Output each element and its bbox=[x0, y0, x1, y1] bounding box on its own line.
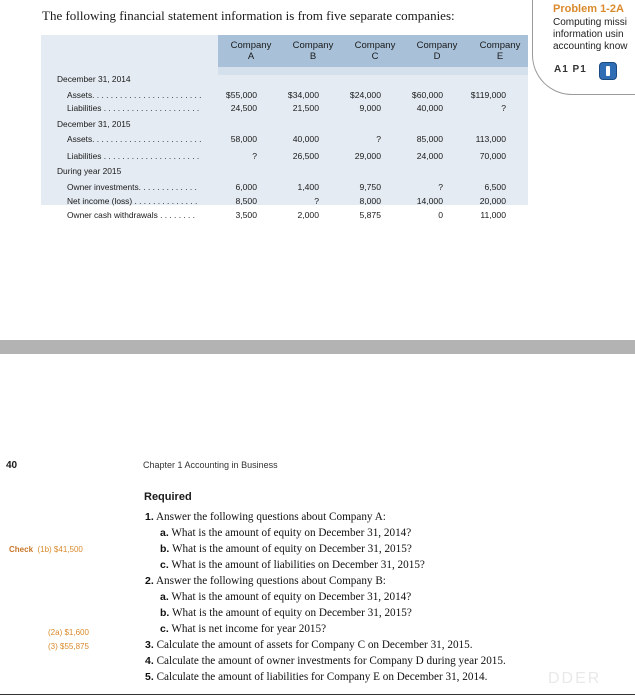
table-cell: 70,000 bbox=[479, 151, 506, 161]
page-number: 40 bbox=[6, 460, 18, 471]
row-label: Liabilities . . . . . . . . . . . . . . . . . . . . . bbox=[67, 103, 200, 113]
column-header-company-b bbox=[284, 40, 342, 62]
table-cell: ? bbox=[438, 182, 443, 192]
problem-desc-line: Computing missi bbox=[553, 17, 627, 28]
table-cell: 58,000 bbox=[230, 134, 257, 144]
row-section-heading: December 31, 2015 bbox=[57, 119, 131, 129]
column-header-company-c bbox=[346, 40, 404, 62]
page-separator bbox=[0, 340, 635, 354]
sub-question bbox=[160, 591, 411, 603]
table-cell: 5,875 bbox=[359, 210, 381, 220]
question-text: Answer the following questions about Company B: bbox=[155, 575, 386, 587]
table-cell: $24,000 bbox=[349, 90, 381, 100]
table-cell: 24,500 bbox=[230, 103, 257, 113]
check-value: (1b) $41,500 bbox=[37, 545, 83, 554]
row-label: Owner cash withdrawals . . . . . . . . bbox=[67, 210, 195, 220]
bottom-rule bbox=[0, 694, 635, 695]
column-header-label: Company bbox=[416, 40, 458, 51]
question bbox=[145, 671, 487, 683]
table-cell: 26,500 bbox=[292, 151, 319, 161]
problem-title: Problem 1-2A bbox=[553, 3, 624, 15]
table-cell: 40,000 bbox=[292, 134, 319, 144]
table-cell: 2,000 bbox=[297, 210, 319, 220]
row-label: Assets. . . . . . . . . . . . . . . . . . . . . . . . bbox=[67, 134, 202, 144]
row-section-heading: December 31, 2014 bbox=[57, 74, 131, 84]
table-cell: ? bbox=[314, 196, 319, 206]
question-text: Calculate the amount of liabilities for Company E on December 31, 2014. bbox=[156, 671, 488, 683]
check-label: Check bbox=[9, 545, 34, 554]
row-label: Liabilities . . . . . . . . . . . . . . . . . . . . . bbox=[67, 151, 200, 161]
intro-text: The following financial statement information is from five separate companies: bbox=[42, 8, 455, 23]
column-header-label: Company bbox=[479, 40, 521, 51]
question bbox=[145, 511, 386, 523]
column-header-letter: D bbox=[433, 51, 441, 62]
question-text: What is the amount of liabilities on December 31, 2015? bbox=[171, 559, 425, 571]
financial-table bbox=[41, 35, 528, 220]
sub-question bbox=[160, 543, 412, 555]
column-header-letter: B bbox=[309, 51, 317, 62]
row-label: Owner investments. . . . . . . . . . . . . bbox=[67, 182, 197, 192]
table-cell: 14,000 bbox=[416, 196, 443, 206]
table-cell: 40,000 bbox=[416, 103, 443, 113]
question-text: What is the amount of equity on December 31, 2015? bbox=[171, 607, 412, 619]
required-heading: Required bbox=[144, 491, 192, 503]
sub-question bbox=[160, 527, 411, 539]
table-cell: 29,000 bbox=[354, 151, 381, 161]
table-cell: $60,000 bbox=[411, 90, 443, 100]
question-text: What is the amount of equity on December 31, 2014? bbox=[171, 591, 412, 603]
column-header-company-a bbox=[222, 40, 280, 62]
check-figure: (3) $55,875 bbox=[48, 642, 89, 651]
table-cell: 0 bbox=[438, 210, 443, 220]
table-cell: 21,500 bbox=[292, 103, 319, 113]
problem-desc-line: information usin bbox=[553, 29, 624, 40]
question-number: c. bbox=[160, 559, 169, 571]
table-cell: 85,000 bbox=[416, 134, 443, 144]
table-cell: 9,000 bbox=[359, 103, 381, 113]
column-header-label: Company bbox=[354, 40, 396, 51]
table-cell: 11,000 bbox=[480, 210, 506, 220]
question-text: What is the amount of equity on December 31, 2014? bbox=[171, 527, 412, 539]
question-number: 4. bbox=[145, 655, 154, 667]
learning-objective-codes: A1 P1 bbox=[554, 64, 587, 75]
chapter-header: Chapter 1 Accounting in Business bbox=[143, 460, 278, 470]
table-cell: ? bbox=[252, 151, 257, 161]
check-figure bbox=[9, 545, 83, 554]
table-cell: $55,000 bbox=[225, 90, 257, 100]
column-header-company-e bbox=[471, 40, 529, 62]
row-label: Assets. . . . . . . . . . . . . . . . . . . . . . . . bbox=[67, 90, 202, 100]
table-cell: 8,500 bbox=[235, 196, 257, 206]
question-number: b. bbox=[160, 543, 170, 555]
check-figure: (2a) $1,600 bbox=[48, 628, 89, 637]
column-header-letter: E bbox=[496, 51, 504, 62]
table-cell: $119,000 bbox=[470, 90, 506, 100]
table-header-strip bbox=[218, 67, 528, 75]
question-number: 5. bbox=[145, 671, 154, 683]
question-number: 2. bbox=[145, 575, 154, 587]
table-cell: 6,000 bbox=[235, 182, 257, 192]
table-cell: ? bbox=[501, 103, 506, 113]
question-text: Calculate the amount of owner investments for Company D during year 2015. bbox=[156, 655, 506, 667]
question-text: What is net income for year 2015? bbox=[171, 623, 327, 635]
sub-question bbox=[160, 607, 412, 619]
table-cell: $34,000 bbox=[287, 90, 319, 100]
question bbox=[145, 655, 506, 667]
sub-question bbox=[160, 623, 326, 635]
question bbox=[145, 575, 386, 587]
table-cell: 6,500 bbox=[484, 182, 506, 192]
problem-description bbox=[553, 17, 628, 53]
info-icon[interactable] bbox=[599, 62, 617, 80]
question-number: c. bbox=[160, 623, 169, 635]
question-number: 1. bbox=[145, 511, 154, 523]
problem-desc-line: accounting know bbox=[553, 41, 628, 52]
row-label: Net income (loss) . . . . . . . . . . . . . . bbox=[67, 196, 198, 206]
question-number: a. bbox=[160, 527, 169, 539]
table-cell: 20,000 bbox=[479, 196, 506, 206]
table-cell: 9,750 bbox=[359, 182, 381, 192]
table-cell: 1,400 bbox=[297, 182, 319, 192]
question-text: Calculate the amount of assets for Company C on December 31, 2015. bbox=[156, 639, 473, 651]
question-text: Answer the following questions about Company A: bbox=[155, 511, 386, 523]
table-cell: 24,000 bbox=[416, 151, 443, 161]
sub-question bbox=[160, 559, 425, 571]
question-number: b. bbox=[160, 607, 170, 619]
column-header-company-d bbox=[408, 40, 466, 62]
column-header-label: Company bbox=[292, 40, 334, 51]
question-number: 3. bbox=[145, 639, 154, 651]
table-cell: 8,000 bbox=[359, 196, 381, 206]
table-cell: ? bbox=[376, 134, 381, 144]
question-number: a. bbox=[160, 591, 169, 603]
table-cell: 3,500 bbox=[235, 210, 257, 220]
column-header-label: Company bbox=[230, 40, 272, 51]
question-text: What is the amount of equity on December 31, 2015? bbox=[171, 543, 412, 555]
watermark: DDER bbox=[548, 670, 602, 687]
table-cell: 113,000 bbox=[475, 134, 506, 144]
column-header-letter: A bbox=[247, 51, 255, 62]
row-section-heading: During year 2015 bbox=[57, 166, 122, 176]
column-header-letter: C bbox=[371, 51, 379, 62]
question bbox=[145, 639, 473, 651]
